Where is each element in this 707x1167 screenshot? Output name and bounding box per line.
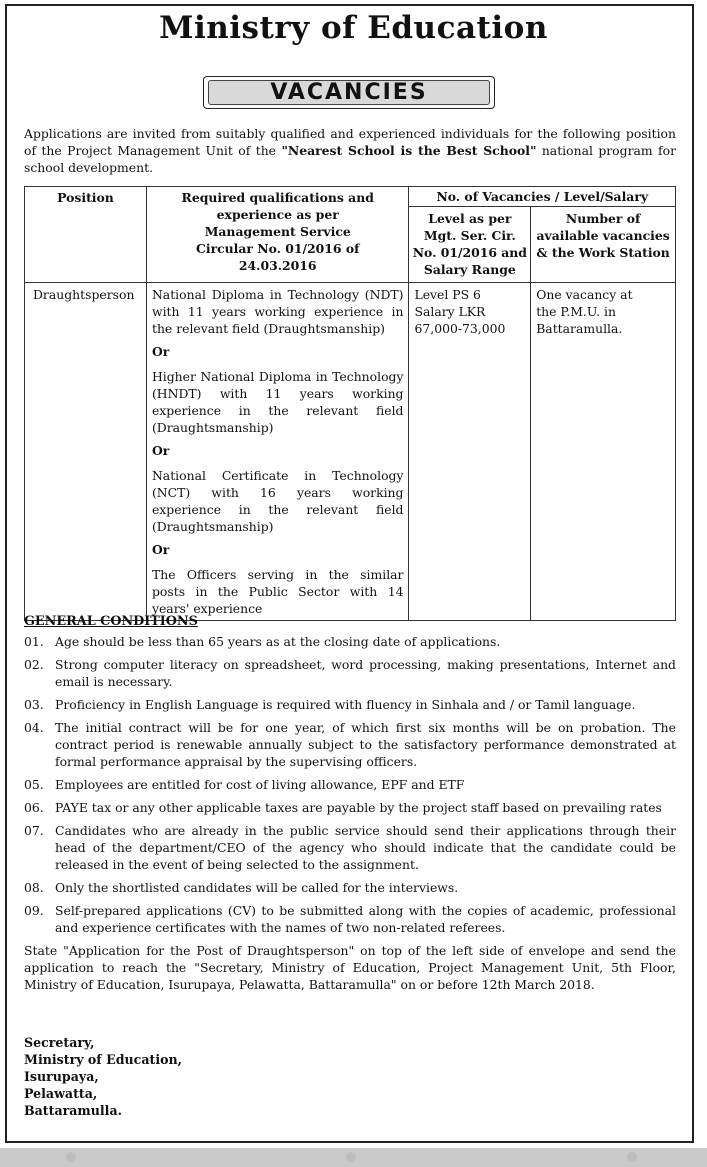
- qualification-1: National Diploma in Technology (NDT) with 11 years working experience in the relevant field (Draughtsmanship): [151, 287, 404, 336]
- qualification-3: National Certificate in Technology (NCT) with 16 years working experience in the relevant field (Draughtsmanship): [151, 468, 404, 534]
- or-label: Or: [151, 443, 170, 458]
- vacancies-banner: [203, 76, 495, 109]
- salary-line: Salary LKR: [414, 304, 486, 319]
- intro-text-after: national program for school development.: [24, 143, 677, 175]
- header-qualifications: [146, 187, 409, 283]
- vacancy-line: the P.M.U. in: [536, 304, 616, 319]
- condition-text: Self-prepared applications (CV) to be submitted along with the copies of academic, professional and experience certificates with the names of two non-related referees.: [55, 903, 676, 935]
- table-row: [25, 283, 676, 621]
- condition-item: [24, 633, 676, 650]
- cell-qualifications: [146, 283, 409, 621]
- footer-dot: [627, 1152, 637, 1162]
- condition-number: 03.: [24, 697, 44, 712]
- condition-text: Employees are entitled for cost of living allowance, EPF and ETF: [55, 777, 465, 792]
- condition-item: [24, 799, 676, 816]
- footer-dot: [346, 1152, 356, 1162]
- condition-item: [24, 879, 676, 896]
- qualification-4: The Officers serving in the similar posts in the Public Sector with 14 years' experience: [151, 567, 404, 616]
- general-conditions-title: GENERAL CONDITIONS: [24, 614, 198, 629]
- condition-number: 08.: [24, 880, 44, 895]
- condition-text: Strong computer literacy on spreadsheet, word processing, making presentations, Internet and email is necessary.: [55, 657, 676, 689]
- condition-number: 01.: [24, 634, 44, 649]
- intro-text-before: Applications are invited from suitably qualified and experienced individuals for the following position of the Project Management Unit of the: [24, 126, 676, 158]
- header-position: Position: [25, 187, 147, 283]
- address-line: Pelawatta,: [24, 1086, 98, 1101]
- address-line: Isurupaya,: [24, 1069, 99, 1084]
- page-title: Ministry of Education: [159, 10, 548, 46]
- condition-item: [24, 822, 676, 873]
- qualification-2: Higher National Diploma in Technology (HNDT) with 11 years working experience in the relevant field (Draughtsmanship): [151, 369, 404, 435]
- condition-text: The initial contract will be for one year, of which first six months will be on probation. The contract period is renewable annually subject to the satisfactory performance demonstrated at formal performance appraisal by the supervising officers.: [55, 720, 676, 769]
- level-line: Level PS 6: [414, 287, 481, 302]
- address-line: Ministry of Education,: [24, 1052, 183, 1067]
- address-block: [24, 1034, 182, 1119]
- condition-item: [24, 656, 676, 690]
- cell-position: Draughtsperson: [25, 283, 147, 621]
- header-number: Number of available vacancies & the Work Station: [531, 207, 676, 283]
- condition-text: Only the shortlisted candidates will be called for the interviews.: [55, 880, 459, 895]
- or-label: Or: [151, 344, 170, 359]
- condition-item: [24, 902, 676, 936]
- or-label: Or: [151, 542, 170, 557]
- condition-item: [24, 719, 676, 770]
- vacancy-line: One vacancy at: [536, 287, 633, 302]
- table-header-row: [25, 187, 676, 207]
- condition-number: 06.: [24, 800, 44, 815]
- address-line: Secretary,: [24, 1035, 95, 1050]
- header-vacancies-group: No. of Vacancies / Level/Salary: [409, 187, 676, 207]
- conditions-list: [24, 633, 676, 936]
- header-qualifications-text: Required qualifications and experience as per Management Service Circular No. 01/2016 of 24.03.2016: [181, 190, 374, 273]
- cell-vacancies: [531, 283, 676, 621]
- vacancy-line: Battaramulla.: [536, 321, 623, 336]
- header-level: Level as per Mgt. Ser. Cir. No. 01/2016 and Salary Range: [409, 207, 531, 283]
- condition-number: 04.: [24, 720, 44, 735]
- condition-item: [24, 776, 676, 793]
- salary-range: 67,000-73,000: [414, 321, 506, 336]
- condition-text: Proficiency in English Language is required with fluency in Sinhala and / or Tamil language.: [55, 697, 636, 712]
- general-conditions-section: [24, 614, 676, 993]
- condition-number: 05.: [24, 777, 44, 792]
- vacancy-table: [24, 186, 676, 621]
- closing-paragraph: State "Application for the Post of Draughtsperson" on top of the left side of envelope and send the application to reach the "Secretary, Ministry of Education, Project Management Unit, 5th Floor, Ministry of Education, Isurupaya, Pelawatta, Battaramulla" on or before 12th March 2018.: [24, 943, 676, 992]
- footer-bar: [0, 1148, 707, 1167]
- intro-paragraph: [24, 125, 676, 176]
- condition-number: 07.: [24, 823, 44, 838]
- condition-number: 09.: [24, 903, 44, 918]
- vacancies-banner-label: VACANCIES: [208, 80, 490, 105]
- condition-text: PAYE tax or any other applicable taxes are payable by the project staff based on prevailing rates: [55, 800, 662, 815]
- footer-dot: [66, 1152, 76, 1162]
- address-line: Battaramulla.: [24, 1103, 122, 1118]
- cell-level-salary: [409, 283, 531, 621]
- condition-text: Age should be less than 65 years as at the closing date of applications.: [55, 634, 501, 649]
- condition-item: [24, 696, 676, 713]
- condition-number: 02.: [24, 657, 44, 672]
- condition-text: Candidates who are already in the public service should send their applications through their head of the department/CEO of the agency who should indicate that the candidate could be released in the event of being selected to the assignment.: [55, 823, 676, 872]
- program-name: "Nearest School is the Best School": [281, 143, 537, 158]
